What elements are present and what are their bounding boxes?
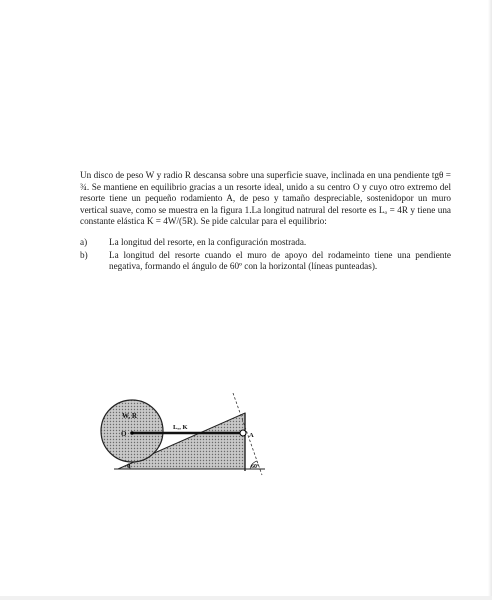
roller [240, 430, 246, 436]
question-text: La longitud del resorte, en la configuración mostrada. [109, 236, 307, 247]
wall-angle-label: 60º [251, 464, 259, 470]
center-label: O [121, 430, 127, 438]
problem-paragraph: Un disco de peso W y radio R descansa sobre una superficie suave, inclinada en una pendiente tgθ = ¾. Se mantiene en equilibrio gracias a un resorte ideal, unido a su centro O y cuyo otro extremo del resorte tiene un pequeño rodamiento A, de peso y tamaño despreciable, sostenidopor un muro vertical suave, como se muestra en la figura 1.La longitud natrural del resorte es Lₒ = 4R y tiene una constante elástica K = 4W/(5R). Se pide calcular para el equilibrio: [80, 170, 451, 227]
question-text: La longitud del resorte cuando el muro de apoyo del rodameinto tiene una pendiente negativa, formando el ángulo de 60º con la horizontal (líneas punteadas). [109, 249, 451, 272]
incline-angle-label: θ [127, 463, 131, 470]
disk [101, 400, 163, 462]
question-item [80, 237, 451, 249]
roller-label: A [249, 432, 254, 439]
scan-edge-bottom [0, 596, 492, 600]
center-point [130, 431, 134, 435]
question-label: b) [80, 249, 88, 260]
question-item [80, 250, 451, 273]
figure-1 [100, 393, 290, 488]
question-list [80, 237, 451, 273]
disk-label: W, R [122, 412, 137, 420]
spring-label: Lₒ, K [173, 424, 188, 431]
question-label: a) [80, 236, 88, 247]
scan-edge [488, 0, 492, 600]
problem-statement [80, 170, 451, 274]
